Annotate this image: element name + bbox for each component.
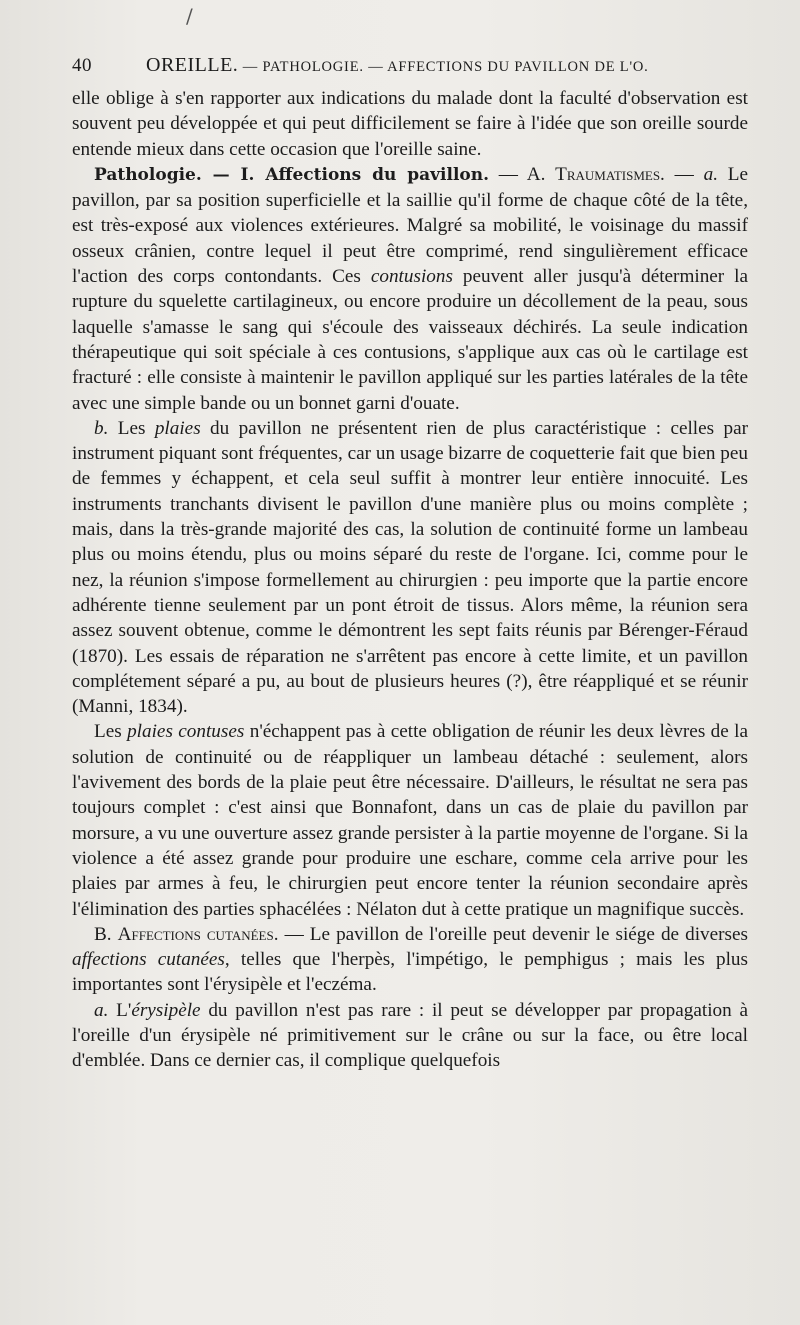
header-title-main: OREILLE. xyxy=(146,54,239,76)
item-letter: a. xyxy=(94,999,109,1021)
header-title-rest: — PATHOLOGIE. — AFFECTIONS DU PAVILLON DE L'O. xyxy=(238,59,649,75)
item-letter: b. xyxy=(94,417,109,439)
paragraph-plaies-contuses: Les plaies contuses n'échappent pas à cette obligation de réunir les deux lèvres de la solution de continuité ou de réappliquer un lambeau détaché : seulement, alors l'avivement des bords de la plaie peut être nécessaire. D'ailleurs, le résultat ne sera pas toujours complet : c'est ainsi que Bonnafont, dans un cas de plaie du pavillon par morsure, a vu une ouverture assez grande persister à la partie moyenne de l'organe. Si la violence a été assez grande pour produire une eschare, comme cela arrive pour les plaies par armes à feu, le chirurgien peut encore tenter la réunion secondaire après l'élimination des parties sphacélées : Nélaton dut à cette pratique un magnifique succès. xyxy=(72,721,749,920)
subsection-title: Traumatismes. xyxy=(555,163,665,185)
emphasis: plaies xyxy=(154,417,201,439)
emphasis: plaies contuses xyxy=(127,721,245,743)
body-text xyxy=(72,86,748,1074)
emphasis: érysipèle xyxy=(131,999,201,1021)
emphasis: contusions xyxy=(370,266,453,288)
paragraph: elle oblige à s'en rapporter aux indications du malade dont la faculté d'observation est souvent peu développée et qui peut difficilement se faire à l'idée que son oreille sourde entende mieux dans cette occasion que l'oreille saine. xyxy=(72,88,748,160)
running-header xyxy=(72,54,748,77)
item-letter: a. xyxy=(703,163,718,185)
page-number: 40 xyxy=(72,55,92,76)
paragraph-erysipele: a. L'érysipèle du pavillon n'est pas rare : il peut se développer par propagation à l'oreille d'un érysipèle né primitivement sur le crâne ou sur la face, ou être local d'emblée. Dans ce dernier cas, il complique quelquefois xyxy=(72,999,748,1072)
margin-mark: / xyxy=(186,4,193,28)
paragraph-plaies: b. Les plaies du pavillon ne présentent rien de plus caractéristique : celles par instrument piquant sont fréquentes, car un usage bizarre de coquetterie fait que bien peu de femmes y échappent, et cela seul suffit à montrer leur entière innocuité. Les instruments tranchants divisent le pavillon d'une manière plus ou moins complète ; mais, dans la très-grande majorité des cas, la solution de continuité forme un lambeau plus ou moins étendu, plus ou moins séparé du reste de l'organe. Ici, comme pour le nez, la réunion s'impose formellement au chirurgien : peu importe que la partie encore adhérente tienne seulement par un pont étroit de tissus. Alors même, la réunion sera assez souvent obtenue, comme le démontrent les sept faits réunis par Bérenger-Féraud (1870). Les essais de réparation ne s'arrêtent pas encore à cette limite, et un pavillon complétement séparé a pu, au bout de plusieurs heures (?), être réappliqué et se réunir (Manni, 1834). xyxy=(72,417,748,718)
paragraph-pathologie: Pathologie. — I. Affections du pavillon. — A. Traumatismes. — a. Le pavillon, par sa position superficielle et la saillie qu'il forme de chaque côté de la tête, est très-exposé aux violences extérieures. Malgré sa mobilité, le voisinage du massif osseux crânien, contre lequel il peut être comprimé, rend singulièrement efficace l'action des corps contondants. Ces contusions peuvent aller jusqu'à déterminer la rupture du squelette cartilagineux, ou encore produire un décollement de la peau, sous laquelle s'amasse le sang qui s'écoule des vaisseaux déchirés. La seule indication thérapeutique qui soit spéciale à ces contusions, s'applique aux cas où le cartilage est fracturé : elle consiste à maintenir le pavillon appliqué sur les parties latérales de la tête avec une simple bande ou un bonnet garni d'ouate. xyxy=(72,163,748,414)
emphasis: affections cutanées xyxy=(72,949,225,971)
subsection-title: Affections cutanées. xyxy=(117,923,279,945)
paragraph-affections-cutanees: B. Affections cutanées. — Le pavillon de l'oreille peut devenir le siége de diverses affections cutanées, telles que l'herpès, l'impétigo, le pemphigus ; mais les plus importantes sont l'érysipèle et l'eczéma. xyxy=(72,923,748,996)
section-heading: Pathologie. — I. Affections du pavillon. xyxy=(94,164,490,185)
